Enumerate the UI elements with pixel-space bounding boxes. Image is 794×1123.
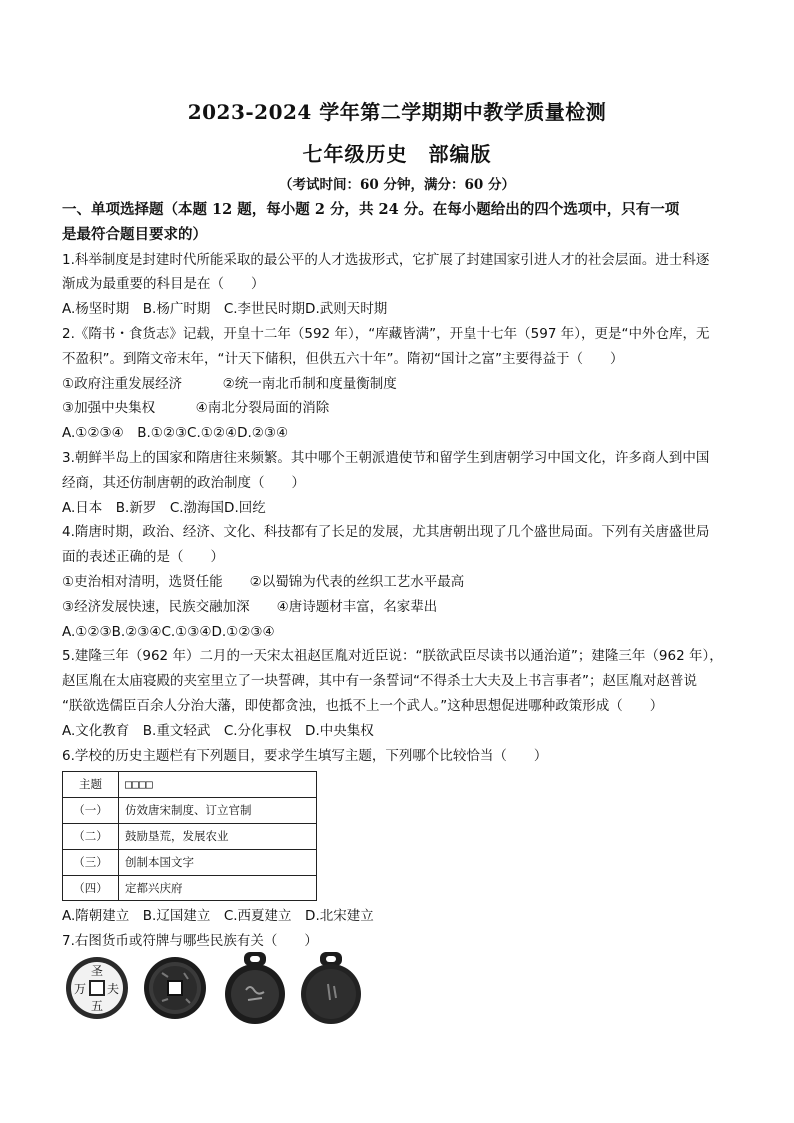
tally-token-image xyxy=(222,950,288,1026)
q2-item2: ③加强中央集权 ④南北分裂局面的消除 xyxy=(62,400,330,417)
table-cell-value: 定都兴庆府 xyxy=(119,875,317,901)
table-cell-key: （一） xyxy=(63,798,119,824)
table-row xyxy=(63,772,317,798)
coin-char-right: 夫 xyxy=(106,982,120,996)
q6-topic-table xyxy=(62,771,317,901)
q1-line1: 1.科举制度是封建时代所能采取的最公平的人才选拔形式，它扩展了封建国家引进人才的社会层面。进士科逐 xyxy=(62,251,710,268)
q5-options: A.文化教育 B.重文轻武 C.分化事权 D.中央集权 xyxy=(62,722,374,739)
q4-line1: 4.隋唐时期，政治、经济、文化、科技都有了长足的发展，尤其唐朝出现了几个盛世局面。下列有关唐盛世局 xyxy=(62,524,710,541)
q3-line1: 3.朝鲜半岛上的国家和隋唐往来频繁。其中哪个王朝派遣使节和留学生到唐朝学习中国文化，许多商人到中国 xyxy=(62,449,710,466)
exam-subtitle: 七年级历史 部编版 xyxy=(302,142,492,166)
table-cell-value: □□□□ xyxy=(119,772,317,798)
table-cell-key: （三） xyxy=(63,849,119,875)
q5-line2: 赵匡胤在太庙寝殿的夹室里立了一块誓碑，其中有一条誓词“不得杀士大夫及上书言事者”；赵匡胤对赵普说 xyxy=(62,673,697,690)
q4-item2: ③经济发展快速，民族交融加深 ④唐诗题材丰富，名家辈出 xyxy=(62,598,438,615)
table-cell-key: 主题 xyxy=(63,772,119,798)
section-heading-line2: 是最符合题目要求的） xyxy=(62,225,207,243)
q6-line1: 6.学校的历史主题栏有下列题目，要求学生填写主题，下列哪个比较恰当（ ） xyxy=(62,747,548,764)
q1-line2: 渐成为最重要的科目是在（ ） xyxy=(62,276,265,293)
coin-with-characters-image xyxy=(64,955,130,1021)
table-cell-key: （四） xyxy=(63,875,119,901)
q7-line1: 7.右图货币或符牌与哪些民族有关（ ） xyxy=(62,933,318,950)
table-cell-value: 创制本国文字 xyxy=(119,849,317,875)
coin-char-left: 万 xyxy=(73,982,87,996)
coin-char-bottom: 五 xyxy=(90,999,104,1013)
q6-options: A.隋朝建立 B.辽国建立 C.西夏建立 D.北宋建立 xyxy=(62,908,374,925)
exam-info: （考试时间：60 分钟，满分：60 分） xyxy=(279,177,515,193)
table-row xyxy=(63,823,317,849)
dark-coin-image xyxy=(142,955,208,1021)
q5-line1: 5.建隆三年（962 年）二月的一天宋太祖赵匡胤对近臣说：“朕欲武臣尽读书以通治道”；建隆三年（962 年）， xyxy=(62,648,723,665)
q2-options: A.①②③④ B.①②③C.①②④D.②③④ xyxy=(62,425,289,442)
table-row xyxy=(63,849,317,875)
coin-char-top: 圣 xyxy=(90,964,104,978)
q4-options: A.①②③B.②③④C.①③④D.①②③④ xyxy=(62,623,275,640)
q1-options: A.杨坚时期 B.杨广时期 C.李世民时期D.武则天时期 xyxy=(62,301,388,318)
table-row xyxy=(63,798,317,824)
question-body xyxy=(62,198,738,954)
section-heading-line1: 一、单项选择题（本题 12 题，每小题 2 分，共 24 分。在每小题给出的四个选项中，只有一项 xyxy=(62,201,680,218)
q5-line3: “朕欲选儒臣百余人分治大藩，即使都贪浊，也抵不上一个武人。”这种思想促进哪种政策形成（ ） xyxy=(62,697,664,714)
table-cell-value: 仿效唐宋制度、订立官制 xyxy=(119,798,317,824)
table-row xyxy=(63,875,317,901)
q3-line2: 经商，其还仿制唐朝的政治制度（ ） xyxy=(62,474,305,491)
q4-line2: 面的表述正确的是（ ） xyxy=(62,549,224,566)
table-cell-key: （二） xyxy=(63,823,119,849)
q4-item1: ①吏治相对清明，选贤任能 ②以蜀锦为代表的丝织工艺水平最高 xyxy=(62,573,465,590)
tally-token-image xyxy=(298,950,364,1026)
q7-coin-images xyxy=(64,950,364,1030)
q2-line2: 不盈积”。到隋文帝末年，“计天下储积，但供五六十年”。隋初“国计之富”主要得益于（ ） xyxy=(62,350,624,367)
exam-title: 2023-2024 学年第二学期期中教学质量检测 xyxy=(187,100,607,124)
table-cell-value: 鼓励垦荒，发展农业 xyxy=(119,823,317,849)
q3-options: A.日本 B.新罗 C.渤海国D.回纥 xyxy=(62,499,266,516)
q2-line1: 2.《隋书・食货志》记载，开皇十二年（592 年），“库藏皆满”，开皇十七年（597 年），更是“中外仓库，无 xyxy=(62,325,710,342)
q2-item1: ①政府注重发展经济 ②统一南北币制和度量衡制度 xyxy=(62,375,397,392)
